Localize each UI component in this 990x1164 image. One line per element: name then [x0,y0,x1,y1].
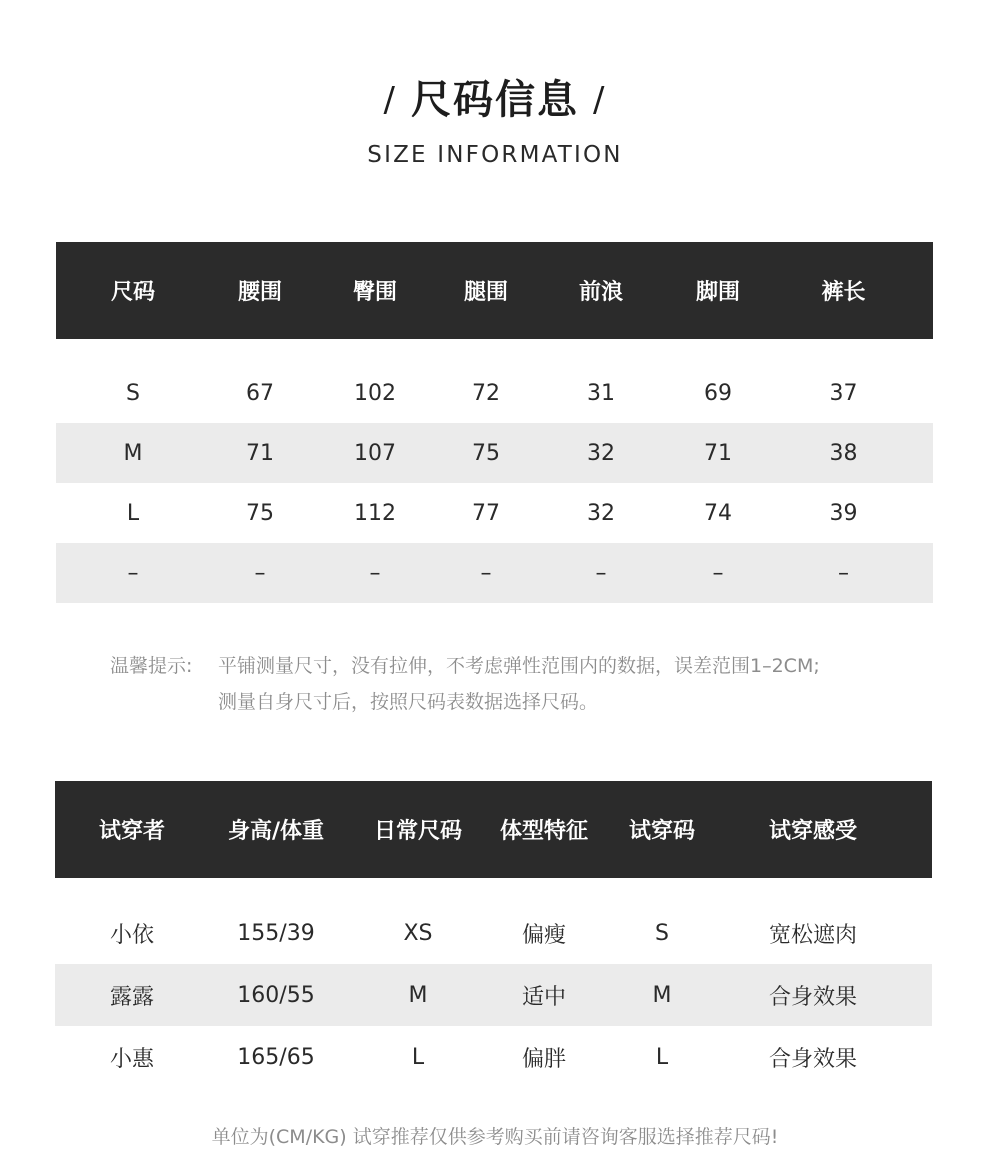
cell-hip: 102 [354,380,396,406]
cell-height-weight: 160/55 [237,982,315,1008]
cell-front-rise: 32 [587,440,615,466]
header-front-rise: 前浪 [578,280,623,305]
cell-hem: 69 [704,380,732,406]
table-row [56,363,933,423]
cell-thigh: 75 [472,440,500,466]
note-line-2: 测量自身尺寸后，按照尺码表数据选择尺码。 [218,691,599,713]
header-thigh: 腿围 [463,280,508,305]
header-usual-size: 日常尺码 [373,819,462,844]
footer-note: 单位为(CM/KG) 试穿推荐仅供参考购买前请咨询客服选择推荐尺码! [211,1126,779,1148]
cell-size: S [126,380,140,406]
cell-tester: 露露 [109,984,154,1010]
header-waist: 腰围 [237,280,282,305]
cell-tried-size: L [655,1044,669,1070]
cell-front-rise: 32 [587,500,615,526]
cell-body-type: 偏胖 [521,1046,566,1072]
cell-length: 37 [829,380,858,406]
cell-thigh: 72 [472,380,500,406]
header-tester: 试穿者 [98,819,165,844]
cell-usual-size: M [408,982,428,1008]
cell-height-weight: 165/65 [237,1044,315,1070]
cell-waist: 67 [246,380,274,406]
table-row [55,902,932,964]
cell-waist: 71 [246,440,274,466]
header-height-weight: 身高/体重 [227,819,325,844]
cell-fit-feeling: 合身效果 [768,984,857,1010]
cell-height-weight: 155/39 [237,920,315,946]
cell-front-rise: – [595,560,607,586]
table-spacer [56,339,933,363]
table-row [56,543,933,603]
page-title-group [384,72,607,128]
cell-fit-feeling: 合身效果 [768,1046,857,1072]
table-row [56,423,933,483]
cell-size: – [127,560,139,586]
cell-tester: 小依 [109,922,154,948]
cell-hem: 71 [704,440,732,466]
fitting-table [55,781,932,1088]
cell-fit-feeling: 宽松遮肉 [768,922,857,948]
cell-waist: – [254,560,266,586]
cell-hem: – [712,560,724,586]
header-body-type: 体型特征 [499,819,588,844]
note-label: 温馨提示: [110,655,193,677]
cell-length: 38 [829,440,858,466]
cell-length: – [838,560,849,586]
header-hip: 臀围 [352,280,397,305]
cell-hem: 74 [704,500,732,526]
cell-usual-size: L [411,1044,425,1070]
cell-size: L [126,500,140,526]
cell-hip: – [369,560,381,586]
table-row [55,964,932,1026]
page-subtitle: SIZE INFORMATION [367,142,623,168]
header-size: 尺码 [110,280,155,305]
cell-thigh: – [480,560,492,586]
cell-size: M [123,440,143,466]
header-tried-size: 试穿码 [628,819,695,844]
cell-body-type: 偏瘦 [521,922,566,948]
table-row [55,1026,932,1088]
table-spacer [55,878,932,902]
cell-waist: 75 [246,500,274,526]
measurement-note [110,648,930,720]
cell-length: 39 [829,500,858,526]
cell-tried-size: S [655,920,669,946]
title-block [0,72,990,128]
cell-tester: 小惠 [109,1046,154,1072]
page-title: 尺码信息 [411,77,579,123]
table-row [56,483,933,543]
title-slash-right: / [593,80,607,120]
cell-usual-size: XS [403,920,433,946]
cell-hip: 112 [354,500,396,526]
header-length: 裤长 [821,280,866,305]
size-table-header [56,242,933,339]
cell-front-rise: 31 [587,380,615,406]
note-line-1: 平铺测量尺寸，没有拉伸，不考虑弹性范围内的数据，误差范围1–2CM; [218,655,820,677]
cell-hip: 107 [354,440,396,466]
cell-body-type: 适中 [521,984,566,1010]
fitting-table-header [55,781,932,878]
title-slash-left: / [383,80,397,120]
cell-tried-size: M [652,982,672,1008]
header-hem: 脚围 [695,280,740,305]
cell-thigh: 77 [472,500,500,526]
header-fit-feeling: 试穿感受 [768,819,857,844]
size-table [56,242,933,603]
